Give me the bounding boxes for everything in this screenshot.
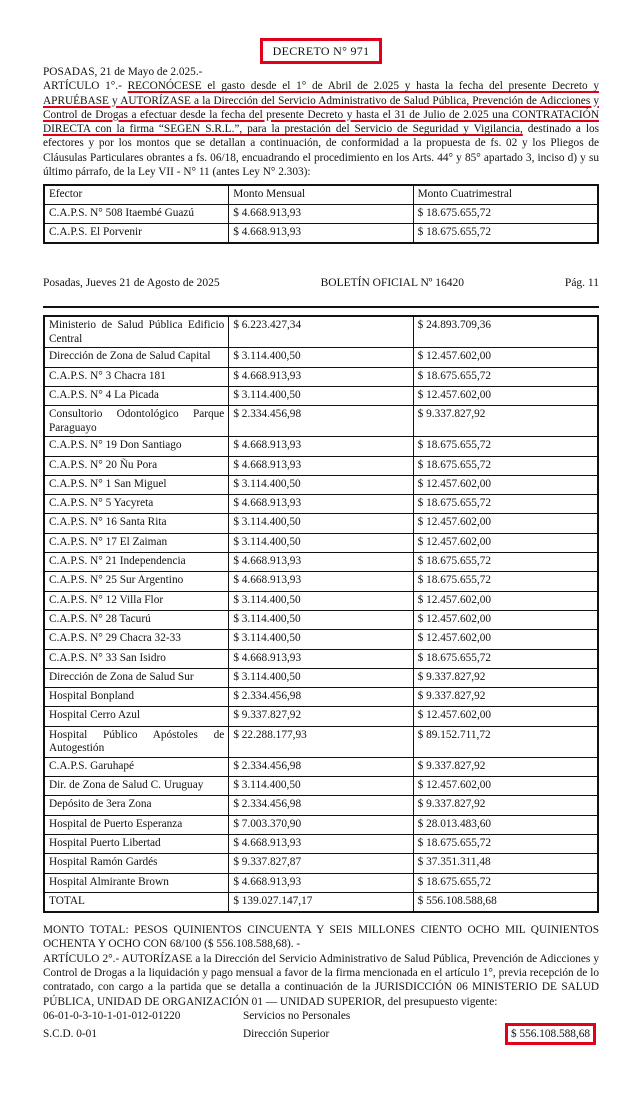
table-row [44, 386, 598, 405]
cell-cuatrimestral: $ 28.013.483,60 [413, 815, 598, 834]
cell-cuatrimestral: $ 37.351.311,48 [413, 854, 598, 873]
table-row [44, 406, 598, 437]
cell-efector: C.A.P.S. N° 5 Yacyreta [44, 495, 229, 514]
cell-cuatrimestral: $ 18.675.655,72 [413, 205, 598, 224]
cell-efector: Hospital Cerro Azul [44, 707, 229, 726]
table-row [44, 854, 598, 873]
cell-cuatrimestral: $ 18.675.655,72 [413, 649, 598, 668]
cell-mensual: $ 9.337.827,92 [229, 707, 413, 726]
cell-mensual: $ 3.114.400,50 [229, 591, 413, 610]
cell-cuatrimestral: $ 12.457.602,00 [413, 533, 598, 552]
table-row [44, 572, 598, 591]
cell-mensual: $ 3.114.400,50 [229, 533, 413, 552]
cell-efector: Dirección de Zona de Salud Capital [44, 348, 229, 367]
table-row [44, 796, 598, 815]
efectores-table-2 [43, 315, 599, 913]
document-page [43, 0, 599, 1045]
cell-efector: Hospital Ramón Gardés [44, 854, 229, 873]
table-row [44, 726, 598, 757]
cell-mensual: $ 2.334.456,98 [229, 757, 413, 776]
cell-efector: Dirección de Zona de Salud Sur [44, 668, 229, 687]
cell-cuatrimestral: $ 18.675.655,72 [413, 873, 598, 892]
title-wrap [43, 38, 599, 64]
cell-mensual: $ 139.027.147,17 [229, 892, 413, 912]
cell-mensual: $ 4.668.913,93 [229, 834, 413, 853]
cell-cuatrimestral: $ 18.675.655,72 [413, 437, 598, 456]
cell-mensual: $ 4.668.913,93 [229, 437, 413, 456]
table-row [44, 668, 598, 687]
cell-efector: C.A.P.S. N° 25 Sur Argentino [44, 572, 229, 591]
header-bulletin: BOLETÍN OFICIAL Nº 16420 [320, 277, 464, 290]
table-row [44, 495, 598, 514]
cell-efector: Hospital Bonpland [44, 688, 229, 707]
efectores-table-1 [43, 184, 599, 244]
table-row [44, 649, 598, 668]
cell-efector: C.A.P.S. N° 4 La Picada [44, 386, 229, 405]
article-1-prefix: ARTÍCULO 1°.- [43, 80, 128, 93]
cell-mensual: $ 9.337.827,87 [229, 854, 413, 873]
cell-mensual: $ 4.668.913,93 [229, 224, 413, 244]
cell-efector: C.A.P.S. N° 21 Independencia [44, 553, 229, 572]
cell-mensual: $ 22.288.177,93 [229, 726, 413, 757]
cell-cuatrimestral: $ 18.675.655,72 [413, 495, 598, 514]
cell-efector: C.A.P.S. N° 19 Don Santiago [44, 437, 229, 456]
cell-efector: Hospital Almirante Brown [44, 873, 229, 892]
header-efector: Efector [44, 185, 229, 205]
cell-efector: C.A.P.S. N° 16 Santa Rita [44, 514, 229, 533]
decree-title: DECRETO N° 971 [260, 38, 383, 64]
table-row [44, 757, 598, 776]
cell-efector: Hospital Puerto Libertad [44, 834, 229, 853]
cell-cuatrimestral: $ 9.337.827,92 [413, 406, 598, 437]
cell-mensual: $ 3.114.400,50 [229, 475, 413, 494]
header-page-number: Pág. 11 [564, 277, 599, 290]
cell-mensual: $ 3.114.400,50 [229, 777, 413, 796]
cell-mensual: $ 4.668.913,93 [229, 456, 413, 475]
cell-mensual: $ 2.334.456,98 [229, 406, 413, 437]
cell-cuatrimestral: $ 556.108.588,68 [413, 892, 598, 912]
table-row [44, 514, 598, 533]
cell-cuatrimestral: $ 18.675.655,72 [413, 553, 598, 572]
cell-mensual: $ 4.668.913,93 [229, 553, 413, 572]
cell-cuatrimestral: $ 89.152.711,72 [413, 726, 598, 757]
cell-mensual: $ 4.668.913,93 [229, 205, 413, 224]
cell-mensual: $ 2.334.456,98 [229, 796, 413, 815]
table-row [44, 610, 598, 629]
cell-cuatrimestral: $ 18.675.655,72 [413, 456, 598, 475]
table-row [44, 205, 598, 224]
article-1 [43, 79, 599, 179]
budget-desc-2: Dirección Superior [243, 1028, 330, 1041]
cell-mensual: $ 4.668.913,93 [229, 367, 413, 386]
cell-cuatrimestral: $ 18.675.655,72 [413, 834, 598, 853]
cell-efector: C.A.P.S. N° 33 San Isidro [44, 649, 229, 668]
cell-efector: C.A.P.S. El Porvenir [44, 224, 229, 244]
cell-cuatrimestral: $ 12.457.602,00 [413, 386, 598, 405]
cell-cuatrimestral: $ 12.457.602,00 [413, 777, 598, 796]
cell-cuatrimestral: $ 12.457.602,00 [413, 630, 598, 649]
cell-cuatrimestral: $ 12.457.602,00 [413, 475, 598, 494]
cell-cuatrimestral: $ 9.337.827,92 [413, 796, 598, 815]
cell-efector: TOTAL [44, 892, 229, 912]
table-row [44, 630, 598, 649]
cell-efector: C.A.P.S. N° 508 Itaembé Guazú [44, 205, 229, 224]
header-date: Posadas, Jueves 21 de Agosto de 2025 [43, 277, 220, 290]
cell-efector: Hospital de Puerto Esperanza [44, 815, 229, 834]
table-row [44, 815, 598, 834]
table-row [44, 456, 598, 475]
table-row [44, 367, 598, 386]
table-row [44, 533, 598, 552]
cell-mensual: $ 3.114.400,50 [229, 348, 413, 367]
budget-code-1: 06-01-0-3-10-1-01-012-01220 [43, 1009, 181, 1022]
cell-mensual: $ 4.668.913,93 [229, 649, 413, 668]
cell-mensual: $ 3.114.400,50 [229, 386, 413, 405]
table-header-row [44, 185, 598, 205]
cell-efector: C.A.P.S. N° 28 Tacurú [44, 610, 229, 629]
article-1-highlighted: RECONÓCESE el gasto desde el 1° de Abril de 2.025 y hasta la fecha del presente Decreto y APRUÉBASE y AUTORÍZASE a la Dirección del Servicio Administrativo de Salud Pública, Prevención de Adicciones y Control de Drogas a efectuar desde la fecha del presente Decreto y hasta el 31 de Julio de 2.025 una CONTRATACIÓN DIRECTA con la firma “SEGEN S.R.L.”, para la prestación del Servicio de Seguridad y Vigilancia, [43, 80, 599, 136]
cell-cuatrimestral: $ 9.337.827,92 [413, 668, 598, 687]
monto-total: MONTO TOTAL: PESOS QUINIENTOS CINCUENTA Y SEIS MILLONES CIENTO OCHO MIL QUINIENTOS OCHENTA Y OCHO CON 68/100 ($ 556.108.588,68). - [43, 924, 599, 951]
cell-efector: C.A.P.S. N° 1 San Miguel [44, 475, 229, 494]
cell-cuatrimestral: $ 12.457.602,00 [413, 514, 598, 533]
cell-cuatrimestral: $ 12.457.602,00 [413, 610, 598, 629]
cell-cuatrimestral: $ 12.457.602,00 [413, 707, 598, 726]
table-row [44, 873, 598, 892]
cell-cuatrimestral: $ 12.457.602,00 [413, 591, 598, 610]
article-1-rest: destinado a los efectores y por los montos que se detallan a continuación, de conformidad a la propuesta de fs. 02 y los Pliegos de Cláusulas Particulares obrantes a fs. 06/18, encuadrando el procedimiento en los Arts. 44° y 85° apartado 3, inciso d) y su último párrafo, de la Ley VII - N° 11 (antes Ley N° 2.303): [43, 123, 600, 179]
table-row [44, 553, 598, 572]
cell-cuatrimestral: $ 18.675.655,72 [413, 572, 598, 591]
budget-desc-1: Servicios no Personales [243, 1009, 351, 1022]
cell-cuatrimestral: $ 12.457.602,00 [413, 348, 598, 367]
table-row [44, 437, 598, 456]
cell-efector: Consultorio Odontológico Parque Paraguayo [44, 406, 229, 437]
cell-efector: Dir. de Zona de Salud C. Uruguay [44, 777, 229, 796]
cell-mensual: $ 3.114.400,50 [229, 610, 413, 629]
cell-mensual: $ 3.114.400,50 [229, 630, 413, 649]
cell-mensual: $ 6.223.427,34 [229, 316, 413, 348]
cell-mensual: $ 7.003.370,90 [229, 815, 413, 834]
table-row [44, 316, 598, 348]
page-header [43, 276, 599, 308]
cell-efector: C.A.P.S. N° 12 Villa Flor [44, 591, 229, 610]
place-date: POSADAS, 21 de Mayo de 2.025.- [43, 66, 203, 78]
cell-efector: Depósito de 3era Zona [44, 796, 229, 815]
total-row [44, 892, 598, 912]
cell-efector: C.A.P.S. Garuhapé [44, 757, 229, 776]
cell-efector: C.A.P.S. N° 20 Ñu Pora [44, 456, 229, 475]
cell-mensual: $ 4.668.913,93 [229, 873, 413, 892]
table-row [44, 688, 598, 707]
cell-efector: C.A.P.S. N° 17 El Zaiman [44, 533, 229, 552]
cell-efector: C.A.P.S. N° 3 Chacra 181 [44, 367, 229, 386]
article-2: ARTÍCULO 2°.- AUTORÍZASE a la Dirección del Servicio Administrativo de Salud Pública, Prevención de Adicciones y Control de Drogas a la liquidación y pago mensual a favor de la firma mencionada en el artículo 1°, previa recepción de lo contratado, con cargo a la partida que se detalla a continuación de la JURISDICCIÓN 06 MINISTERIO DE SALUD PÚBLICA, UNIDAD DE ORGANIZACIÓN 01 — UNIDAD SUPERIOR, del presupuesto vigente: [43, 952, 599, 1008]
table-row [44, 591, 598, 610]
header-monto-mensual: Monto Mensual [229, 185, 413, 205]
table-row [44, 348, 598, 367]
budget-line-2 [43, 1023, 599, 1045]
cell-efector: Hospital Público Apóstoles de Autogestión [44, 726, 229, 757]
table-row [44, 834, 598, 853]
cell-cuatrimestral: $ 9.337.827,92 [413, 757, 598, 776]
cell-mensual: $ 4.668.913,93 [229, 495, 413, 514]
budget-amount: $ 556.108.588,68 [505, 1023, 596, 1045]
cell-efector: Ministerio de Salud Pública Edificio Central [44, 316, 229, 348]
cell-cuatrimestral: $ 24.893.709,36 [413, 316, 598, 348]
table-row [44, 707, 598, 726]
budget-code-2: S.C.D. 0-01 [43, 1028, 97, 1041]
header-monto-cuatrimestral: Monto Cuatrimestral [413, 185, 598, 205]
cell-efector: C.A.P.S. N° 29 Chacra 32-33 [44, 630, 229, 649]
table-row [44, 475, 598, 494]
budget-line-1 [43, 1009, 599, 1023]
cell-mensual: $ 3.114.400,50 [229, 668, 413, 687]
cell-cuatrimestral: $ 9.337.827,92 [413, 688, 598, 707]
cell-cuatrimestral: $ 18.675.655,72 [413, 367, 598, 386]
table-row [44, 777, 598, 796]
cell-cuatrimestral: $ 18.675.655,72 [413, 224, 598, 244]
cell-mensual: $ 4.668.913,93 [229, 572, 413, 591]
cell-mensual: $ 3.114.400,50 [229, 514, 413, 533]
cell-mensual: $ 2.334.456,98 [229, 688, 413, 707]
table-row [44, 224, 598, 244]
